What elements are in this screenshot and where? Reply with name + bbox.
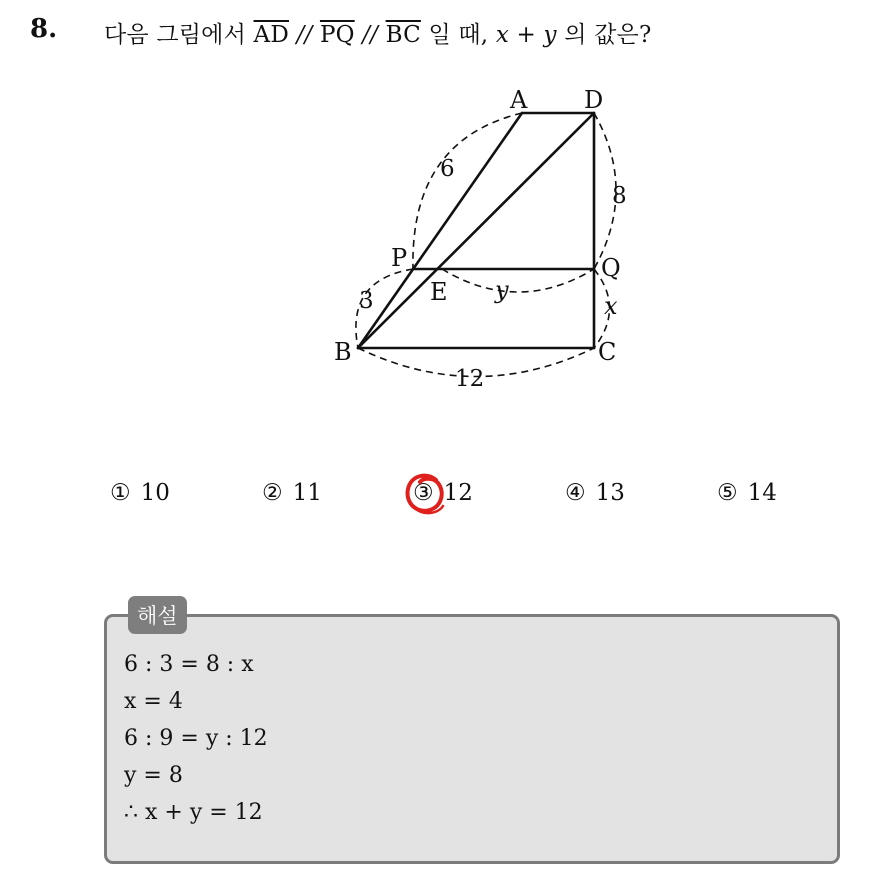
- question-text: [104, 16, 652, 49]
- label-point-a: A: [510, 86, 528, 114]
- choice-2[interactable]: [262, 480, 322, 506]
- trapezoid-diagram: [300, 80, 660, 400]
- parallel-symbol: //: [296, 22, 313, 48]
- label-point-p: P: [391, 244, 408, 272]
- solution-lines: [124, 646, 268, 831]
- answer-circle-annotation: [403, 470, 449, 522]
- choice-value: 14: [747, 480, 777, 506]
- length-label-dq: 8: [612, 183, 627, 209]
- choice-mark: ③: [413, 480, 434, 506]
- choice-4[interactable]: [565, 480, 625, 506]
- choice-value: 12: [443, 480, 473, 506]
- choice-1[interactable]: [110, 480, 170, 506]
- trapezoid-figure: [300, 80, 660, 404]
- choice-value: 13: [595, 480, 625, 506]
- label-point-d: D: [584, 86, 604, 114]
- choice-value: 10: [140, 480, 170, 506]
- red-circle-icon: [403, 470, 449, 518]
- question-prefix: 다음 그림에서: [104, 22, 247, 48]
- length-label-bc: 12: [455, 366, 485, 392]
- segment-bc: $\overline{BC}$: [385, 22, 421, 48]
- label-point-q: Q: [601, 254, 621, 282]
- label-point-b: B: [334, 338, 352, 366]
- segment-ad: $\overline{AD}$: [253, 22, 289, 48]
- length-label-ap: 6: [440, 156, 455, 182]
- segment-pq: $\overline{PQ}$: [319, 22, 355, 48]
- arc-eq: [442, 269, 594, 292]
- length-label-pb: 3: [359, 288, 374, 314]
- choice-mark: ①: [110, 480, 131, 506]
- label-point-c: C: [598, 338, 617, 366]
- question-suffix: 의 값은?: [564, 22, 652, 48]
- choice-mark: ⑤: [717, 480, 738, 506]
- solution-line: ∴ x + y = 12: [124, 800, 263, 825]
- solution-line: 6 : 9 = y : 12: [124, 726, 268, 751]
- solution-line: y = 8: [124, 763, 183, 788]
- question-number: 8.: [30, 14, 58, 44]
- length-label-y: y: [495, 276, 509, 304]
- label-point-e: E: [430, 278, 448, 306]
- choice-value: 11: [292, 480, 322, 506]
- diagonal-bd-line: [358, 113, 594, 348]
- solution-line: x = 4: [124, 689, 183, 714]
- segment-ab-line: [358, 113, 522, 348]
- choice-5[interactable]: [717, 480, 777, 506]
- solution-line: 6 : 3 = 8 : x: [124, 652, 254, 677]
- choice-mark: ④: [565, 480, 586, 506]
- question-mid: 일 때,: [428, 22, 489, 48]
- solution-label: 해설: [128, 596, 187, 634]
- choice-mark: ②: [262, 480, 283, 506]
- length-label-x: x: [604, 292, 618, 320]
- question-expression: x + y: [495, 22, 557, 48]
- parallel-symbol: //: [362, 22, 379, 48]
